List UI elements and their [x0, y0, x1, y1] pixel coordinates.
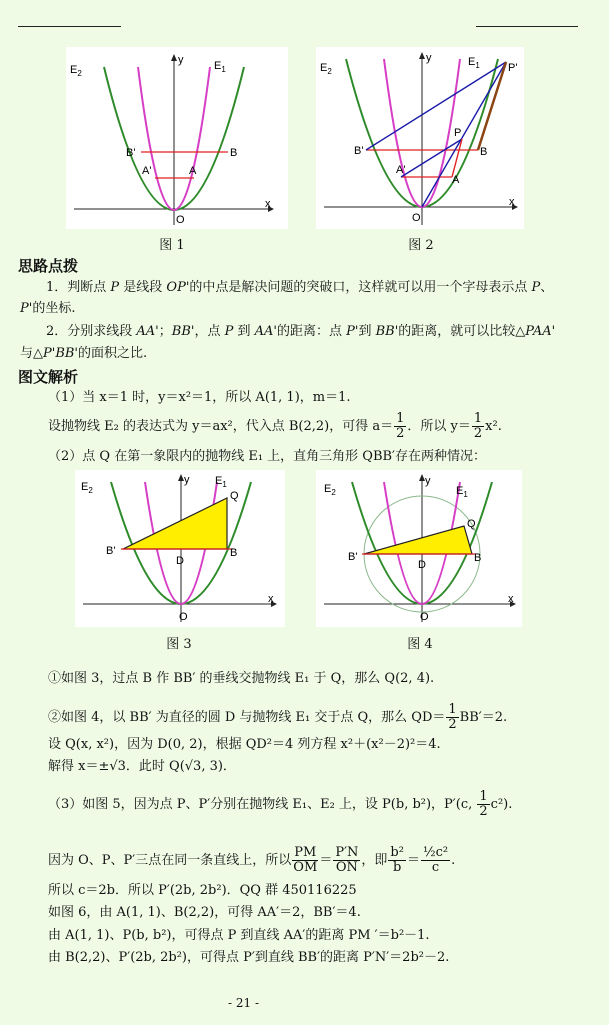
fig2-e1-label: $E_1$ — [468, 56, 480, 70]
fig1-e1-label: $E_1$ — [214, 60, 226, 74]
fig2-o-label: O — [412, 212, 421, 224]
solution-line-5: ②如图 4，以 BB′ 为直径的圆 D 与抛物线 E₁ 交于点 Q，那么 QD＝ $\frac{1}{2}$ BB′＝2. — [48, 702, 508, 732]
fig3-e2-label: $E_2$ — [81, 481, 93, 495]
fig4-y-label: y — [425, 475, 431, 487]
figure-1-caption: 图 1 — [159, 238, 185, 253]
solution-line-11: 如图 6，由 A(1, 1)、B(2,2)，可得 AA′＝2，BB′＝4. — [48, 905, 361, 920]
hint-1-line-2: P'的坐标. — [20, 301, 76, 316]
fig1-b-label: B — [230, 147, 238, 159]
fig1-bp-label: B' — [126, 147, 136, 159]
fig3-e1-label: $E_1$ — [215, 475, 227, 489]
fig2-e2-label: $E_2$ — [320, 62, 332, 76]
fig3-o-label: O — [179, 611, 188, 623]
fig4-x-label: x — [508, 593, 514, 605]
solution-line-3: （2）点 Q 在第一象限内的抛物线 E₁ 上，直角三角形 QBB′存在两种情况： — [48, 449, 487, 464]
solution-line-7: 解得 x＝±√3．此时 Q(√3, 3)． — [48, 759, 236, 774]
figure-2 — [316, 47, 524, 229]
fig4-e1-label: $E_1$ — [456, 485, 468, 499]
page-number: - 21 - — [228, 996, 260, 1010]
fig4-e2-label: $E_2$ — [324, 483, 336, 497]
fig3-b-label: B — [230, 547, 238, 559]
header-rule-left — [18, 26, 121, 27]
fig2-b-label: B — [480, 146, 488, 158]
solution-line-6: 设 Q(x, x²)，因为 D(0, 2)，根据 QD²＝4 列方程 x²＋(x²－2)²＝4. — [48, 737, 441, 752]
fig2-pp-label: P' — [508, 62, 518, 74]
hint-1-line-1: 1．判断点 P 是线段 OP'的中点是解决问题的突破口，这样就可以用一个字母表示点 P、 — [46, 280, 554, 295]
figure-4-graph — [316, 470, 522, 627]
fig2-ap-label: A' — [396, 164, 406, 176]
fig3-q-label: Q — [230, 490, 239, 502]
fig3-bp-label: B' — [106, 545, 116, 557]
figure-3 — [75, 470, 285, 627]
solution-line-10: 所以 c＝2b．所以 P′(2b, 2b²)．QQ 群 450116225 — [48, 883, 357, 898]
fig1-a-label: A — [189, 165, 197, 177]
fig3-d-label: D — [176, 555, 184, 567]
figure-2-caption: 图 2 — [408, 238, 434, 253]
fig4-b-label: B — [474, 552, 482, 564]
analysis-heading: 图文解析 — [18, 368, 79, 386]
fig3-y-label: y — [184, 474, 190, 486]
fig4-o-label: O — [420, 611, 429, 623]
fig2-y-label: y — [426, 52, 432, 64]
hint-heading: 思路点拨 — [18, 257, 79, 275]
figure-1 — [66, 47, 288, 229]
header-rule-right — [476, 26, 578, 27]
figure-2-graph — [316, 47, 524, 229]
solution-line-9: 因为 O、P、P′三点在同一条直线上，所以 $\frac{PM}{OM}$ ＝ $\frac{P'N}{ON}$ ，即 $\frac{\text{b²}}{b}$ ＝ $\frac{\text{½c²}}{c}$ . — [48, 845, 456, 875]
figure-4 — [316, 470, 522, 627]
fig2-bp-label: B' — [354, 145, 364, 157]
fig2-x-label: x — [509, 196, 515, 208]
hint-2-line-2: 与△P'BB'的面积之比. — [20, 346, 148, 361]
fig1-e2-label: $E_2$ — [70, 64, 82, 78]
figure-4-caption: 图 4 — [407, 637, 433, 652]
solution-line-2: 设抛物线 E₂ 的表达式为 y＝ax²，代入点 B(2,2)，可得 a＝ $\frac{1}{2}$ ．所以 y＝ $\frac{1}{2}$ x². — [48, 411, 502, 441]
solution-line-4: ①如图 3，过点 B 作 BB′ 的垂线交抛物线 E₁ 于 Q，那么 Q(2, 4). — [48, 671, 435, 686]
fig2-p-label: P — [454, 127, 462, 139]
fig1-o-label: O — [176, 214, 185, 226]
figure-1-graph — [66, 47, 288, 229]
fig2-a-label: A — [452, 174, 460, 186]
figure-3-graph — [75, 470, 285, 627]
solution-line-12: 由 A(1, 1)、P(b, b²)，可得点 P 到直线 AA′的距离 PM ′＝b²－1. — [48, 928, 430, 943]
fig1-y-label: y — [178, 54, 184, 66]
solution-line-8: （3）如图 5，因为点 P、P′分别在抛物线 E₁、E₂ 上，设 P(b, b²)，P′(c, $\frac{1}{2}$ c²). — [48, 789, 513, 819]
fig4-bp-label: B' — [348, 551, 358, 563]
hint-2-line-1: 2．分别求线段 AA'；BB'，点 P 到 AA'的距离：点 P'到 BB'的距离，就可以比较△PAA' — [46, 324, 556, 339]
fig4-d-label: D — [418, 559, 426, 571]
solution-line-13: 由 B(2,2)、P′(2b, 2b²)，可得点 P′到直线 BB′的距离 P′N′＝2b²－2. — [48, 950, 450, 965]
fig1-x-label: x — [265, 198, 271, 210]
fig4-q-label: Q — [467, 518, 476, 530]
figure-3-caption: 图 3 — [166, 637, 192, 652]
fig3-x-label: x — [268, 593, 274, 605]
solution-line-1: （1）当 x＝1 时，y＝x²＝1，所以 A(1, 1)，m＝1. — [48, 390, 351, 405]
fig1-ap-label: A' — [142, 165, 152, 177]
